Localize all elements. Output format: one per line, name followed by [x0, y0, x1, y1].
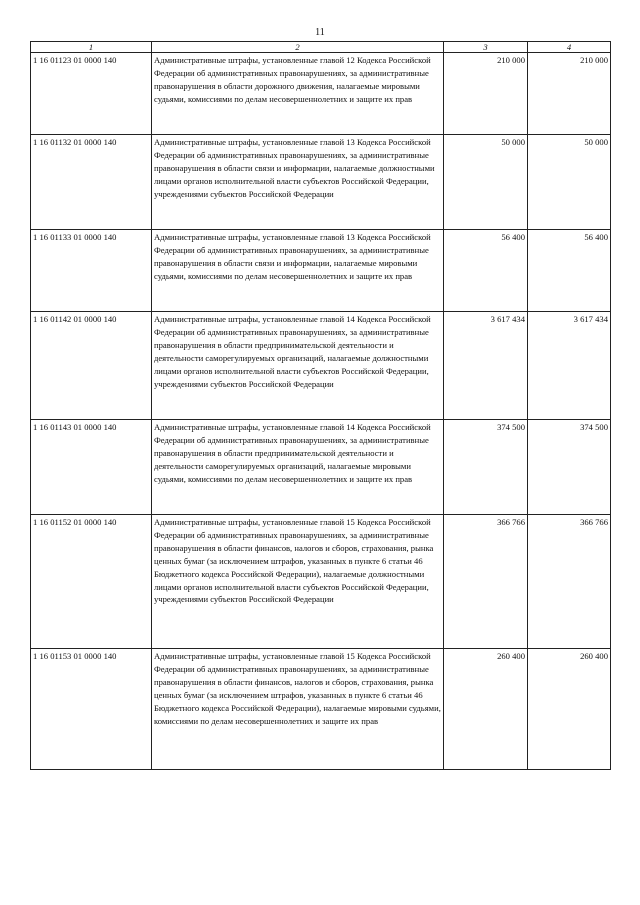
table-row	[31, 649, 611, 770]
table-row	[31, 515, 611, 649]
description-cell: Административные штрафы, установленные главой 15 Кодекса Российской Федерации об административных правонарушениях, за административные правонарушения в области финансов, налогов и сборов, страхования, рынка ценных бумаг (за исключением штрафов, указанных в пункте 6 статьи 46 Бюджетного кодекса Российской Федерации), налагаемые должностными лицами органов исполнительной власти субъектов Российской Федерации, учреждениями субъектов Российской Федерации	[152, 515, 444, 649]
description-cell: Административные штрафы, установленные главой 15 Кодекса Российской Федерации об административных правонарушениях, за административные правонарушения в области финансов, налогов и сборов, страхования, рынка ценных бумаг (за исключением штрафов, указанных в пункте 6 статьи 46 Бюджетного кодекса Российской Федерации), налагаемые мировыми судьями, комиссиями по делам несовершеннолетних и защите их прав	[152, 649, 444, 770]
amount-column-4-cell: 50 000	[528, 135, 611, 230]
budget-revenue-table	[30, 41, 611, 770]
revenue-code-cell: 1 16 01123 01 0000 140	[31, 53, 152, 135]
table-row	[31, 420, 611, 515]
column-header-4: 4	[528, 42, 611, 53]
amount-column-3-cell: 50 000	[444, 135, 528, 230]
amount-column-3-cell: 260 400	[444, 649, 528, 770]
table-row	[31, 312, 611, 420]
amount-column-3-cell: 374 500	[444, 420, 528, 515]
description-cell: Административные штрафы, установленные главой 14 Кодекса Российской Федерации об административных правонарушениях, за административные правонарушения в области предпринимательской деятельности и деятельности саморегулируемых организаций, налагаемые мировыми судьями, комиссиями по делам несовершеннолетних и защите их прав	[152, 420, 444, 515]
table-row	[31, 135, 611, 230]
amount-column-4-cell: 210 000	[528, 53, 611, 135]
description-cell: Административные штрафы, установленные главой 13 Кодекса Российской Федерации об административных правонарушениях, за административные правонарушения в области связи и информации, налагаемые должностными лицами органов исполнительной власти субъектов Российской Федерации, учреждениями субъектов Российской Федерации	[152, 135, 444, 230]
amount-column-4-cell: 366 766	[528, 515, 611, 649]
amount-column-3-cell: 3 617 434	[444, 312, 528, 420]
table-row	[31, 230, 611, 312]
revenue-code-cell: 1 16 01152 01 0000 140	[31, 515, 152, 649]
column-header-2: 2	[152, 42, 444, 53]
amount-column-4-cell: 3 617 434	[528, 312, 611, 420]
revenue-code-cell: 1 16 01143 01 0000 140	[31, 420, 152, 515]
revenue-code-cell: 1 16 01153 01 0000 140	[31, 649, 152, 770]
description-cell: Административные штрафы, установленные главой 13 Кодекса Российской Федерации об административных правонарушениях, за административные правонарушения в области связи и информации, налагаемые мировыми судьями, комиссиями по делам несовершеннолетних и защите их прав	[152, 230, 444, 312]
revenue-code-cell: 1 16 01132 01 0000 140	[31, 135, 152, 230]
description-cell: Административные штрафы, установленные главой 12 Кодекса Российской Федерации об административных правонарушениях, за административные правонарушения в области дорожного движения, налагаемые мировыми судьями, комиссиями по делам несовершеннолетних и защите их прав	[152, 53, 444, 135]
amount-column-4-cell: 374 500	[528, 420, 611, 515]
amount-column-3-cell: 366 766	[444, 515, 528, 649]
page-number: 11	[315, 27, 325, 38]
table-row	[31, 53, 611, 135]
amount-column-4-cell: 56 400	[528, 230, 611, 312]
column-header-1: 1	[31, 42, 152, 53]
table-header-row	[31, 42, 611, 53]
revenue-code-cell: 1 16 01142 01 0000 140	[31, 312, 152, 420]
description-cell: Административные штрафы, установленные главой 14 Кодекса Российской Федерации об административных правонарушениях, за административные правонарушения в области предпринимательской деятельности и деятельности саморегулируемых организаций, налагаемые должностными лицами органов исполнительной власти субъектов Российской Федерации, учреждениями субъектов Российской Федерации	[152, 312, 444, 420]
amount-column-3-cell: 56 400	[444, 230, 528, 312]
amount-column-4-cell: 260 400	[528, 649, 611, 770]
amount-column-3-cell: 210 000	[444, 53, 528, 135]
revenue-code-cell: 1 16 01133 01 0000 140	[31, 230, 152, 312]
column-header-3: 3	[444, 42, 528, 53]
